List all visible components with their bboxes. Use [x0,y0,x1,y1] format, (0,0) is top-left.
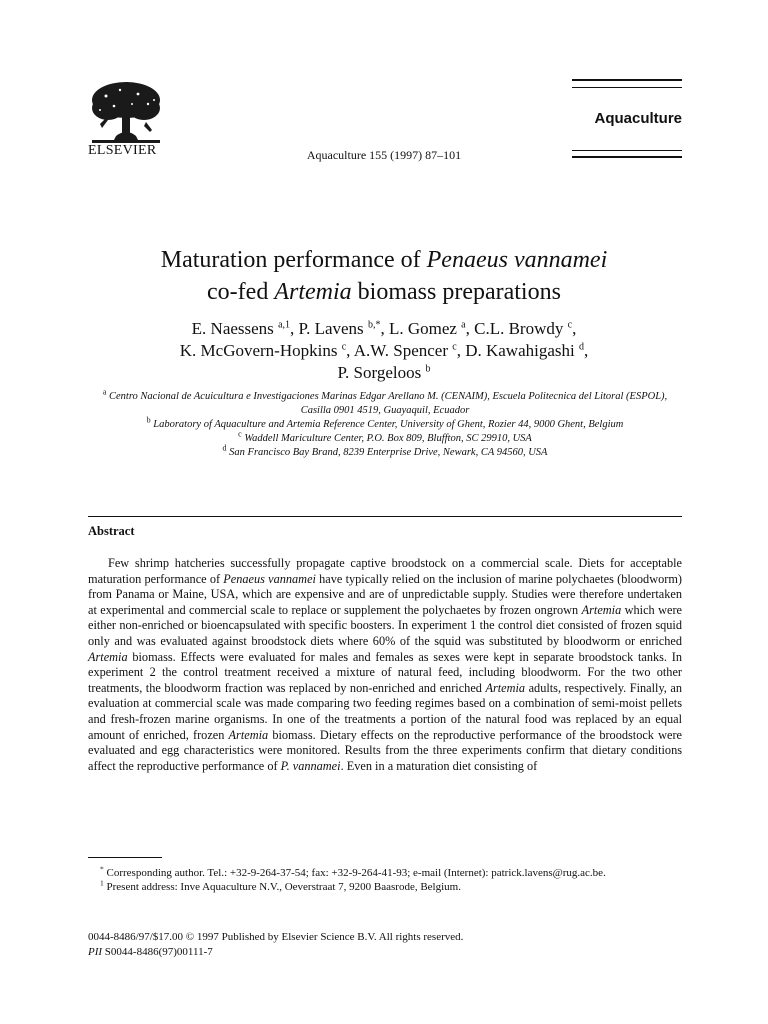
abstract-rule [88,516,682,517]
pii-line [88,945,463,960]
title-genus: Artemia [274,279,352,305]
abstract-species: P. vannamei [280,758,341,773]
abstract-text: have typically relied on the inclusion of marine polychaetes (bloodworm) from Panama or Maine, USA, which are expensive and are of unpredictable supply. Studies were therefore undertaken at experimental and commercial scale to replace or supplement the polychaetes by frozen ongrown [88,571,682,617]
author-name: K. McGovern-Hopkins [179,341,342,360]
author-affil: c [452,341,457,353]
affiliation-text: Laboratory of Aquaculture and Artemia Reference Center, University of Ghent, Rozier 44, 9000 Ghent, Belgium [153,419,624,430]
author-name: L. Gomez [388,319,462,338]
abstract-text: biomass. Dietary effects on the reproductive performance of the broodstock were evaluated and egg characteristics were monitored. Results from the three experiments confirm that dietary conditions affect the reproductive performance of [88,727,682,773]
author-sep: , [290,319,299,338]
affiliation-item [100,387,670,418]
abstract-text: which were either non-enriched or bioencapsulated with specific boosters. In experiment 1 the control diet consisted of frozen squid only and was evaluated against broodstock diets where 60% of the squid was substituted by bloodworm or enriched [88,602,682,648]
author-affil: d [578,341,584,353]
affiliation-item [100,443,670,460]
author-name: P. Sorgeloos [337,363,426,382]
affiliation-item [100,415,670,432]
title-text: biomass preparations [351,279,561,305]
affiliation-text: Waddell Mariculture Center, P.O. Box 809, Bluffton, SC 29910, USA [244,433,532,444]
footnote-marker: * [100,864,104,874]
abstract-species: Artemia [485,680,526,695]
author-line-1 [0,318,768,340]
footnote-rule [88,857,162,858]
author-line-3 [0,362,768,384]
author-affil: b [425,363,431,375]
pii-label: PII [88,946,103,958]
author-affil: b,* [367,319,381,331]
footnote-text: Corresponding author. Tel.: +32-9-264-37-54; fax: +32-9-264-41-93; e-mail (Internet): patrick.lavens@rug.ac.be. [106,867,606,879]
title-line-1 [0,244,768,276]
author-name: C.L. Browdy [474,319,568,338]
author-affil: a [461,319,466,331]
affiliation-marker: a [102,387,107,397]
author-line-2 [0,340,768,362]
author-affil: c [567,319,573,331]
abstract-species: Artemia [88,649,128,664]
author-sep: , [380,319,389,338]
publisher-name: ELSEVIER [88,143,157,158]
abstract-text: adults, respectively. Finally, an evaluation at commercial scale was made comparing two feeding regimes based on a combination of semi-moist pellets and fresh-frozen marine organisms. In one of the treatments a portion of the natural food was replaced by an equal amount of enriched, frozen [88,680,683,742]
footnotes [88,866,682,894]
author-sep: , [572,319,577,338]
abstract-heading: Abstract [88,524,135,538]
copyright-line: 0044-8486/97/$17.00 © 1997 Published by Elsevier Science B.V. All rights reserved. [88,931,464,943]
affiliation-text: San Francisco Bay Brand, 8239 Enterprise Drive, Newark, CA 94560, USA [229,447,548,458]
abstract-text: biomass. Effects were evaluated for males and females as sexes were kept in separate broodstock tanks. In experiment 2 the control treatment received a mixture of natural feed, including bloodworm. For the two other treatments, the bloodworm fraction was replaced by non-enriched and enriched [88,649,682,695]
affiliation-marker: d [222,443,227,453]
affiliation-item [100,429,670,446]
abstract-body [88,556,682,774]
pii-value: S0044-8486(97)00111-7 [102,946,213,958]
journal-citation: Aquaculture 155 (1997) 87–101 [306,148,462,162]
title-line-2 [0,276,768,308]
footnote-present-address [88,880,682,894]
affiliation-marker: c [238,429,242,439]
author-name: D. Kawahigashi [465,341,579,360]
abstract-species: Artemia [228,727,269,742]
article-title [0,244,768,308]
abstract-species: Artemia [581,602,622,617]
elsevier-tree-logo [86,78,166,148]
author-sep: , [456,341,466,360]
copyright-block [88,930,463,960]
author-sep: , [346,341,354,360]
author-name: A.W. Spencer [353,341,453,360]
affiliation-marker: b [146,415,151,425]
author-sep: , [465,319,475,338]
journal-rule-bottom [572,150,682,158]
abstract-text: Few shrimp hatcheries successfully propagate captive broodstock on a commercial scale. Diets for acceptable maturation performance of [88,556,682,586]
journal-name: Aquaculture [594,110,682,127]
journal-rule-top [572,79,682,88]
author-name: E. Naessens [191,319,279,338]
title-species: Penaeus vannamei [426,247,608,273]
title-text: co-fed [207,279,275,305]
footnote-corresponding [88,866,682,880]
abstract-species: Penaeus vannamei [223,571,316,586]
footnote-marker: 1 [100,878,104,888]
author-sep: , [583,341,589,360]
author-affil: a,1 [278,319,291,331]
author-name: P. Lavens [298,319,368,338]
affiliation-text: Centro Nacional de Acuicultura e Investigaciones Marinas Edgar Arellano M. (CENAIM), Escuela Politecnica del Litoral (ESPOL), Casilla 0901 4519, Guayaquil, Ecuador [109,391,668,416]
author-list [0,318,768,384]
author-affil: c [341,341,347,353]
abstract-text: . Even in a maturation diet consisting of [340,758,538,773]
affiliation-list [100,387,670,460]
footnote-text: Present address: Inve Aquaculture N.V., Oeverstraat 7, 9200 Baasrode, Belgium. [106,881,461,893]
title-text: Maturation performance of [160,247,427,273]
